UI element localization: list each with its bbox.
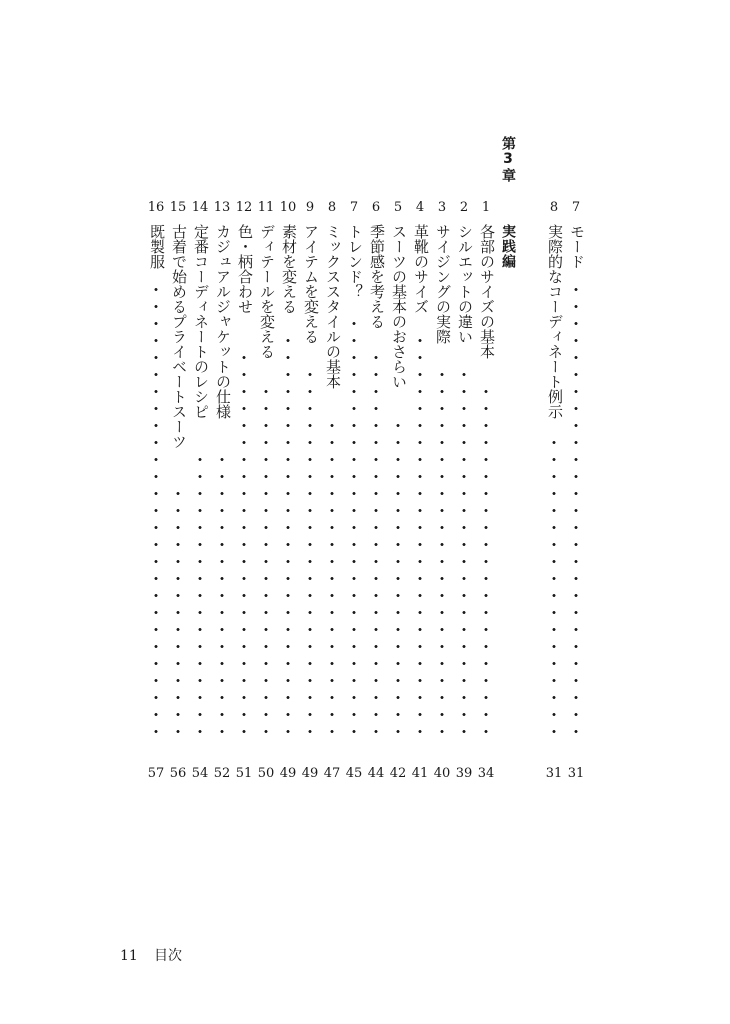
dot-leader: [198, 454, 202, 740]
toc-entry[interactable]: [342, 0, 366, 1024]
entry-number: 15: [169, 200, 187, 215]
toc-entry[interactable]: [276, 0, 300, 1024]
entry-number: 13: [213, 200, 231, 215]
entry-page: 49: [279, 766, 297, 781]
dot-leader: [154, 284, 158, 740]
toc-entry[interactable]: [408, 0, 432, 1024]
entry-number: 14: [191, 200, 209, 215]
entry-title: 古着で始めるプライベートスーツ: [170, 224, 188, 449]
entry-number: 4: [415, 200, 425, 215]
entry-number: 7: [571, 200, 581, 215]
dot-leader: [574, 284, 578, 740]
running-title: 目次: [154, 948, 182, 964]
dot-leader: [374, 352, 378, 740]
toc-entry[interactable]: [430, 0, 454, 1024]
entry-title: トレンド？: [346, 224, 364, 299]
dot-leader: [396, 420, 400, 740]
entry-title: 定番コーディネートのレシピ: [192, 224, 210, 419]
chapter-title: 実践編: [500, 224, 516, 269]
dot-leader: [264, 386, 268, 740]
entry-number: 12: [235, 200, 253, 215]
entry-page: 34: [477, 766, 495, 781]
entry-title: スーツの基本のおさらい: [390, 224, 408, 389]
entry-number: 8: [327, 200, 337, 215]
entry-page: 49: [301, 766, 319, 781]
dot-leader: [484, 386, 488, 740]
entry-number: 5: [393, 200, 403, 215]
entry-page: 41: [411, 766, 429, 781]
entry-number: 1: [481, 200, 491, 215]
dot-leader: [308, 370, 312, 740]
entry-page: 51: [235, 766, 253, 781]
toc-entry[interactable]: [298, 0, 322, 1024]
toc-entry[interactable]: [144, 0, 168, 1024]
toc-entry[interactable]: [320, 0, 344, 1024]
entry-page: 56: [169, 766, 187, 781]
entry-title: サイジングの実際: [434, 224, 452, 344]
entry-page: 57: [147, 766, 165, 781]
toc-entry[interactable]: [188, 0, 212, 1024]
entry-title: 素材を変える: [280, 224, 298, 314]
entry-page: 42: [389, 766, 407, 781]
entry-number: 3: [437, 200, 447, 215]
entry-page: 50: [257, 766, 275, 781]
entry-title: アイテムを変える: [302, 224, 320, 344]
entry-page: 45: [345, 766, 363, 781]
chapter-label: 第3章: [500, 136, 516, 183]
entry-number: 9: [305, 200, 315, 215]
entry-title: モード: [568, 224, 586, 269]
toc-entry[interactable]: [232, 0, 256, 1024]
dot-leader: [330, 420, 334, 740]
entry-title: カジュアルジャケットの仕様: [214, 224, 232, 419]
dot-leader: [418, 336, 422, 740]
entry-title: ディテールを変える: [258, 224, 276, 359]
entry-title: 各部のサイズの基本: [478, 224, 496, 359]
entry-number: 2: [459, 200, 469, 215]
entry-number: 6: [371, 200, 381, 215]
toc-entry[interactable]: [474, 0, 498, 1024]
dot-leader: [552, 432, 556, 740]
toc-entry[interactable]: [166, 0, 190, 1024]
toc-entry[interactable]: [564, 0, 588, 1024]
dot-leader: [462, 370, 466, 740]
entry-page: 31: [567, 766, 585, 781]
entry-number: 7: [349, 200, 359, 215]
entry-page: 40: [433, 766, 451, 781]
entry-title: ミックススタイルの基本: [324, 224, 342, 389]
entry-title: シルエットの違い: [456, 224, 474, 344]
entry-title: 既製服: [148, 224, 166, 269]
entry-number: 11: [257, 200, 275, 215]
entry-page: 31: [545, 766, 563, 781]
entry-title: 季節感を考える: [368, 224, 386, 329]
dot-leader: [242, 352, 246, 740]
dot-leader: [352, 318, 356, 740]
entry-page: 52: [213, 766, 231, 781]
entry-number: 16: [147, 200, 165, 215]
dot-leader: [220, 454, 224, 740]
entry-page: 39: [455, 766, 473, 781]
entry-page: 44: [367, 766, 385, 781]
entry-page: 47: [323, 766, 341, 781]
page-number: 11: [120, 948, 138, 964]
chapter-heading: [496, 136, 520, 269]
dot-leader: [440, 370, 444, 740]
page-footer: [120, 948, 182, 964]
toc-entry[interactable]: [452, 0, 476, 1024]
toc-entry[interactable]: [210, 0, 234, 1024]
dot-leader: [286, 336, 290, 740]
entry-number: 10: [279, 200, 297, 215]
dot-leader: [176, 488, 180, 740]
entry-number: 8: [549, 200, 559, 215]
toc-entry[interactable]: [254, 0, 278, 1024]
entry-title: 色・柄合わせ: [236, 224, 254, 314]
toc-entry[interactable]: [364, 0, 388, 1024]
toc-entry[interactable]: [386, 0, 410, 1024]
entry-title: 実際的なコーディネート例示: [546, 224, 564, 419]
entry-page: 54: [191, 766, 209, 781]
entry-title: 革靴のサイズ: [412, 224, 430, 314]
toc-entry[interactable]: [542, 0, 566, 1024]
